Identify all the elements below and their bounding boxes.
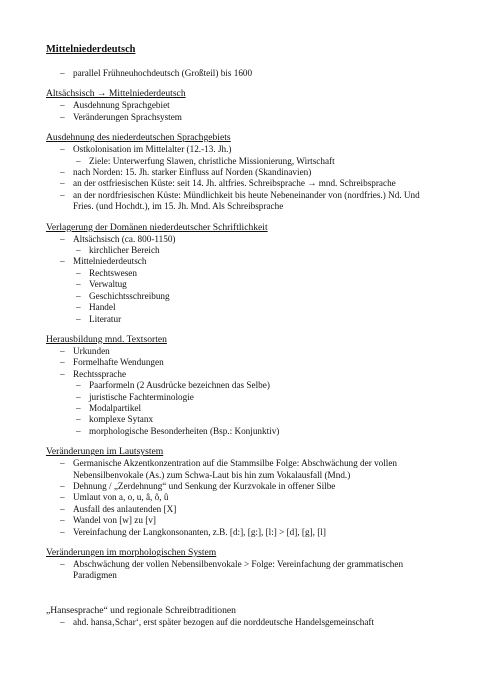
section-heading: Veränderungen im Lautsystem: [46, 446, 164, 458]
section-heading: Verlagerung der Domänen niederdeutscher Schriftlichkeit: [46, 221, 268, 233]
section-heading: „Hansesprache“ und regionale Schreibtraditionen: [46, 604, 236, 616]
list-item: – morphologische Besonderheiten (Bsp.: Konjunktiv): [46, 426, 440, 437]
section-list: [46, 346, 440, 437]
list-item: – juristische Fachterminologie: [46, 392, 440, 403]
list-item: – parallel Frühneuhochdeutsch (Großteil) bis 1600: [46, 68, 440, 79]
list-item: – ahd. hansa‚Schar‘, erst später bezogen auf die norddeutsche Handelsgemeinschaft: [46, 617, 440, 628]
list-item: – an der nordfriesischen Küste: Mündlichkeit bis heute Nebeneinander von (nordfries.) Nd. Und Fries. (und Hochdt.), im 15. Jh. Mnd. Als Schreibsprache: [46, 190, 440, 213]
list-item: – Rechtssprache: [46, 369, 440, 380]
list-item: – an der ostfriesischen Küste: seit 14. Jh. altfries. Schreibsprache → mnd. Schreibsprache: [46, 178, 440, 189]
list-item: – Altsächsisch (ca. 800-1150): [46, 234, 440, 245]
section-list: [46, 100, 440, 123]
section-altsaechsisch: [46, 88, 440, 123]
list-item: – Handel: [46, 302, 440, 313]
list-item: – kirchlicher Bereich: [46, 245, 440, 256]
list-item: – Abschwächung der vollen Nebensilbenvokale > Folge: Vereinfachung der grammatischen Paradigmen: [46, 559, 440, 582]
section-ausdehnung: [46, 132, 440, 212]
list-item: – Ausfall des anlautenden [X]: [46, 504, 440, 515]
list-item: – Umlaut von a, o, u, â, ô, û: [46, 492, 440, 503]
section-lautsystem: [46, 446, 440, 538]
list-item: – Urkunden: [46, 346, 440, 357]
section-list: [46, 617, 440, 628]
list-item: – Ausdehnung Sprachgebiet: [46, 100, 440, 111]
section-list: [46, 458, 440, 538]
list-item: – Wandel von [w] zu [v]: [46, 515, 440, 526]
list-item: – komplexe Sytanx: [46, 414, 440, 425]
list-item: – Formelhafte Wendungen: [46, 357, 440, 368]
section-morphologie: [46, 547, 440, 582]
list-item: – Verwaltug: [46, 279, 440, 290]
document-title: Mittelniederdeutsch: [46, 44, 136, 55]
list-item: – Mittelniederdeutsch: [46, 256, 440, 267]
list-item: – Modalpartikel: [46, 403, 440, 414]
list-item: – nach Norden: 15. Jh. starker Einfluss auf Norden (Skandinavien): [46, 167, 440, 178]
intro-section: [46, 68, 440, 79]
section-list: [46, 559, 440, 582]
section-list: [46, 234, 440, 325]
list-item: – Paarformeln (2 Ausdrücke bezeichnen das Selbe): [46, 380, 440, 391]
section-list: [46, 144, 440, 212]
spacer: [46, 591, 440, 605]
section-textsorten: [46, 334, 440, 437]
list-item: – Germanische Akzentkonzentration auf die Stammsilbe Folge: Abschwächung der vollen Nebensilbenvokale (As.) zum Schwa-Laut bis hin zum Vokalausfall (Mnd.): [46, 458, 440, 481]
section-heading: Herausbildung mnd. Textsorten: [46, 333, 167, 345]
section-heading: Ausdehnung des niederdeutschen Sprachgebiets: [46, 132, 231, 144]
list-item: – Rechtswesen: [46, 268, 440, 279]
list-item: – Geschichtsschreibung: [46, 291, 440, 302]
section-heading: Altsächsisch → Mittelniederdeutsch: [46, 88, 186, 100]
list-item: – Ziele: Unterwerfung Slawen, christliche Missionierung, Wirtschaft: [46, 156, 440, 167]
list-item: – Literatur: [46, 314, 440, 325]
section-hansesprache: [46, 605, 440, 628]
list-item: – Ostkolonisation im Mittelalter (12.-13. Jh.): [46, 144, 440, 155]
section-verlagerung: [46, 222, 440, 325]
list-item: – Vereinfachung der Langkonsonanten, z.B. [d:], [g:], [l:] > [d], [g], [l]: [46, 527, 440, 538]
list-item: – Dehnung / „Zerdehnung“ und Senkung der Kurzvokale in offener Silbe: [46, 481, 440, 492]
intro-list: [46, 68, 440, 79]
section-heading: Veränderungen im morphologischen System: [46, 547, 217, 558]
list-item: – Veränderungen Sprachsystem: [46, 112, 440, 123]
